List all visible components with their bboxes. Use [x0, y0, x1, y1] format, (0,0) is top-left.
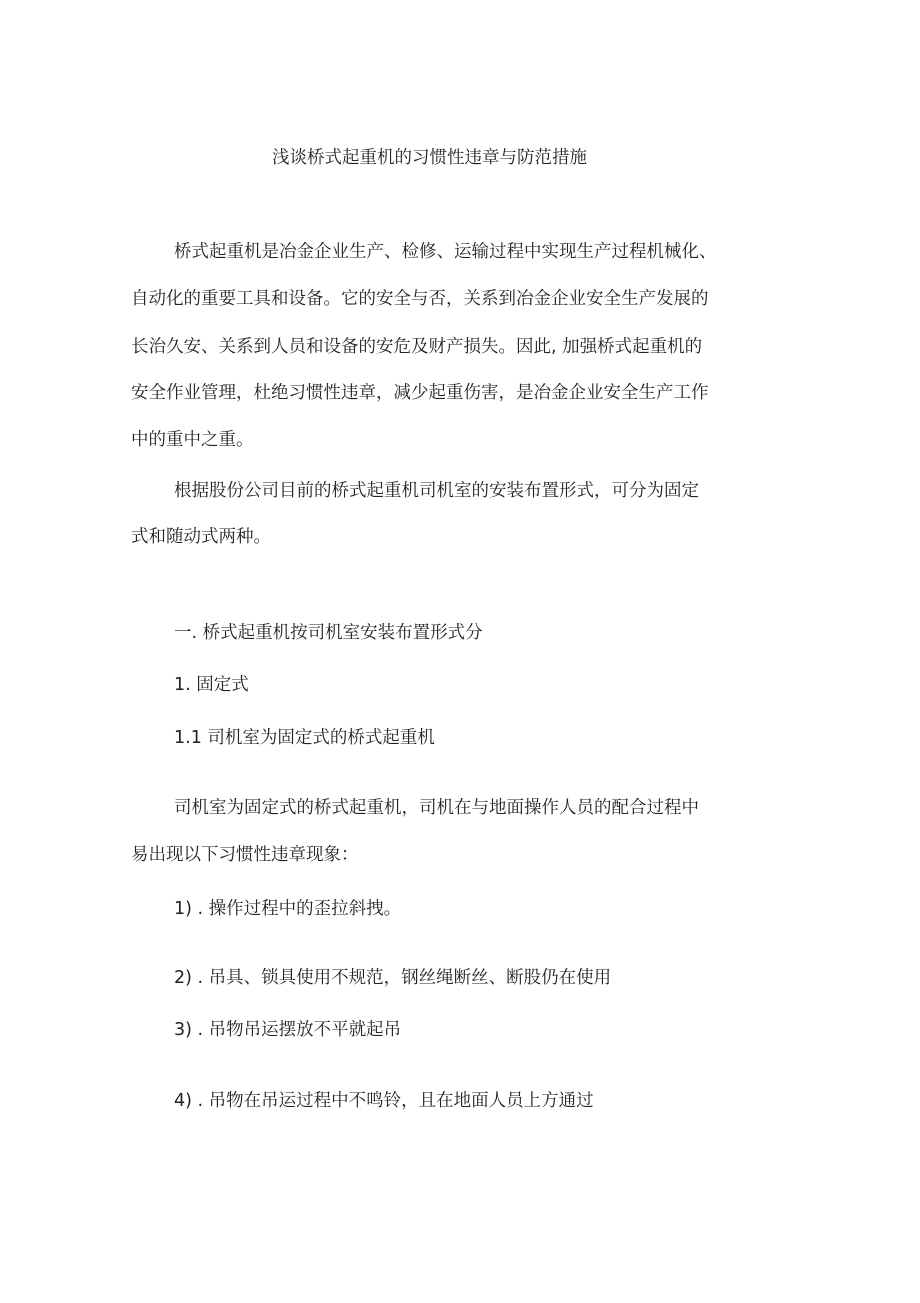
section-heading: 一. 桥式起重机按司机室安装布置形式分: [174, 623, 483, 643]
paragraph-line: 根据股份公司目前的桥式起重机司机室的安装布置形式，可分为固定: [174, 481, 699, 501]
paragraph-line: 司机室为固定式的桥式起重机，司机在与地面操作人员的配合过程中: [174, 798, 699, 818]
list-item: 2) . 吊具、锁具使用不规范，钢丝绳断丝、断股仍在使用: [174, 968, 612, 988]
subsection-heading: 1. 固定式: [174, 675, 249, 695]
subsection-heading: 1.1 司机室为固定式的桥式起重机: [174, 728, 435, 748]
list-item: 1) . 操作过程中的歪拉斜拽。: [174, 899, 402, 919]
list-item: 4) . 吊物在吊运过程中不鸣铃，且在地面人员上方通过: [174, 1091, 594, 1111]
paragraph-line: 安全作业管理，杜绝习惯性违章，减少起重伤害，是冶金企业安全生产工作: [131, 383, 709, 403]
list-item: 3) . 吊物吊运摆放不平就起吊: [174, 1020, 402, 1040]
paragraph-line: 自动化的重要工具和设备。它的安全与否，关系到冶金企业安全生产发展的: [131, 289, 709, 309]
paragraph-line: 易出现以下习惯性违章现象：: [131, 845, 359, 865]
paragraph-line: 式和随动式两种。: [131, 527, 271, 547]
document-title: 浅谈桥式起重机的习惯性违章与防范措施: [272, 148, 587, 168]
paragraph-line: 桥式起重机是冶金企业生产、检修、运输过程中实现生产过程机械化、: [174, 242, 717, 262]
paragraph-line: 长治久安、关系到人员和设备的安危及财产损失。因此, 加强桥式起重机的: [131, 337, 703, 357]
paragraph-line: 中的重中之重。: [131, 430, 254, 450]
